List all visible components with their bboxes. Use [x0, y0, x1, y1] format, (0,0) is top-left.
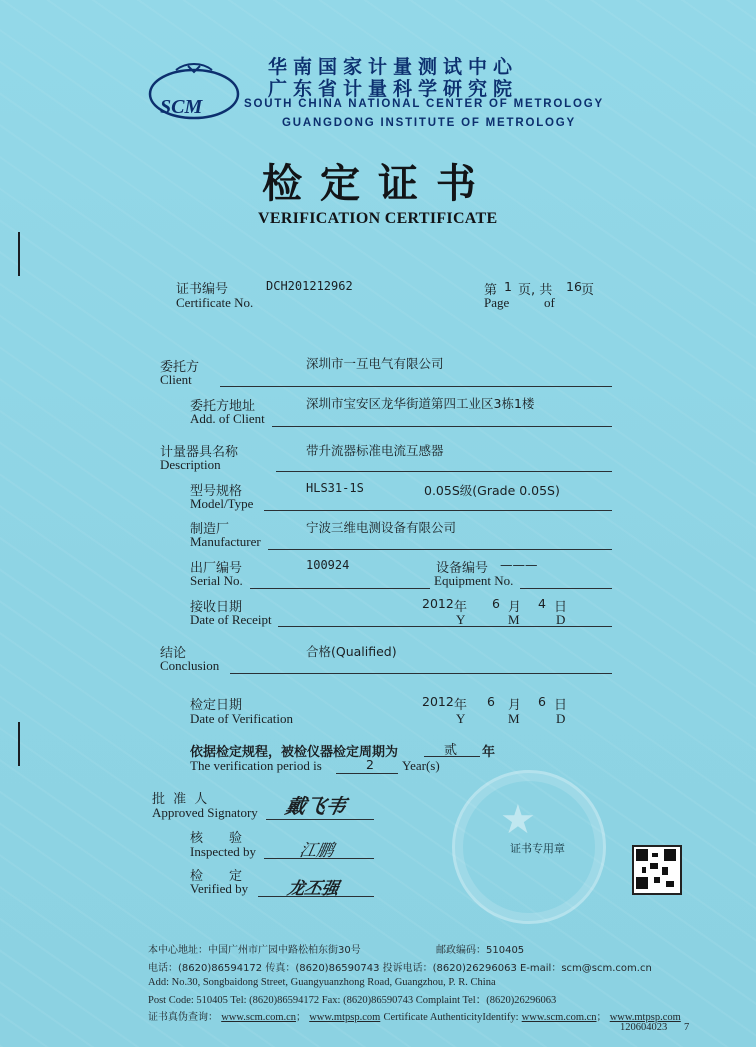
verification-day-unit: 日 [554, 698, 568, 713]
receipt-year: 2012 [422, 596, 454, 611]
receipt-label-en: Date of Receipt [190, 612, 272, 627]
verification-year-unit: 年 [454, 698, 468, 713]
period-text-en: The verification period is [190, 758, 322, 773]
receipt-label-cn: 接收日期 [190, 600, 243, 615]
serial-label-en: Serial No. [190, 573, 243, 588]
certificate-no-value: DCH201212962 [266, 279, 353, 293]
equipment-label-en: Equipment No. [434, 573, 514, 588]
description-label-cn: 计量器具名称 [160, 445, 239, 460]
equipment-underline [520, 588, 612, 589]
period-unit-en: Year(s) [402, 758, 440, 773]
model-label-cn: 型号规格 [190, 484, 243, 499]
receipt-m-en: M [508, 612, 520, 627]
address-value: 深圳市宝安区龙华街道第四工业区3栋1楼 [306, 396, 535, 411]
equipment-label-cn: 设备编号 [436, 561, 489, 576]
certificate-no-label-cn: 证书编号 [176, 282, 229, 297]
verified-signature: 龙丕强 [285, 879, 341, 899]
qr-code[interactable] [632, 845, 682, 895]
of-label-en: of [544, 295, 555, 310]
page-number: 1 [504, 279, 512, 294]
footer-verify-label-cn: 证书真伪查询： [148, 1012, 218, 1023]
inspected-label-cn: 核 验 [190, 831, 243, 846]
org-name-en-1: SOUTH CHINA NATIONAL CENTER OF METROLOGY [244, 98, 604, 110]
client-value: 深圳市一互电气有限公司 [306, 356, 444, 371]
org-name-cn-1: 华南国家计量测试中心 [268, 56, 519, 78]
manufacturer-underline [268, 549, 612, 550]
approved-label-cn: 批 准 人 [152, 792, 210, 807]
receipt-day-unit: 日 [554, 600, 568, 615]
verification-y-en: Y [456, 711, 466, 726]
period-en-underline [336, 773, 398, 774]
receipt-month: 6 [492, 596, 500, 611]
model-label-en: Model/Type [190, 496, 254, 511]
serial-label-cn: 出厂编号 [190, 561, 243, 576]
scm-logo [146, 58, 242, 124]
verified-underline [258, 896, 374, 897]
receipt-y-en: Y [456, 612, 466, 627]
serial-underline [250, 588, 430, 589]
title-en: VERIFICATION CERTIFICATE [258, 210, 498, 227]
page-label-a: 第 [484, 283, 498, 298]
org-name-en-2: GUANGDONG INSTITUTE OF METROLOGY [282, 117, 576, 129]
receipt-d-en: D [556, 612, 566, 627]
approved-label-en: Approved Signatory [152, 805, 258, 820]
verification-month: 6 [487, 694, 495, 709]
footer-verify-label-en: Certificate AuthenticityIdentify: [383, 1012, 519, 1023]
conclusion-value: 合格(Qualified) [306, 644, 397, 659]
page-label-c: 页 [581, 283, 595, 298]
approved-signature: 戴飞韦 [283, 794, 349, 818]
footer-verify-row: 证书真伪查询： www.scm.com.cn； www.mtpsp.com Certificate AuthenticityIdentify: www.scm.com.cn； www.mtpsp.com [148, 1012, 681, 1023]
footer-address-en: Add: No.30, Songbaidong Street, Guangyuanzhong Road, Guangzhou, P. R. China [148, 977, 496, 988]
address-underline [272, 426, 612, 427]
form-code: 120604023 [620, 1022, 668, 1033]
footer-link-mtpsp-2[interactable]: www.mtpsp.com [609, 1012, 681, 1023]
receipt-year-unit: 年 [454, 600, 468, 615]
verification-m-en: M [508, 711, 520, 726]
inspected-label-en: Inspected by [190, 844, 257, 859]
seal-star-icon: ★ [500, 797, 536, 842]
serial-value: 100924 [306, 558, 350, 572]
description-value: 带升流器标准电流互感器 [306, 443, 444, 458]
page-total: 16 [566, 279, 582, 294]
binder-mark-bottom [18, 722, 20, 766]
receipt-underline [278, 626, 612, 627]
footer-postcode-cn: 邮政编码：510405 [436, 945, 525, 956]
client-underline [220, 386, 612, 387]
form-number: 7 [684, 1022, 690, 1033]
period-text-cn: 依据检定规程，被检仪器检定周期为 [190, 745, 399, 760]
client-label-en: Client [160, 372, 192, 387]
footer-address-cn: 本中心地址：中国广州市广园中路松柏东街30号 [148, 945, 361, 956]
seal-text: 证书专用章 [510, 842, 565, 855]
verification-year: 2012 [422, 694, 454, 709]
page-label-en: Page [484, 295, 510, 310]
period-cn-underline [424, 756, 480, 757]
inspected-signature: 江鹏 [297, 841, 336, 861]
description-label-en: Description [160, 457, 221, 472]
manufacturer-label-cn: 制造厂 [190, 522, 230, 537]
footer-link-mtpsp[interactable]: www.mtpsp.com [309, 1012, 381, 1023]
footer-tel-cn: 电话：(8620)86594172 传真：(8620)86590743 投诉电话：(8620)26296063 E-mail：scm@scm.com.cn [148, 963, 652, 974]
conclusion-label-en: Conclusion [160, 658, 220, 673]
period-value-cn: 贰 [444, 743, 458, 758]
verification-month-unit: 月 [508, 698, 522, 713]
model-grade: 0.05S级(Grade 0.05S) [424, 483, 560, 498]
page-label-b: 页, 共 [518, 283, 553, 298]
verified-label-en: Verified by [190, 881, 249, 896]
verification-d-en: D [556, 711, 566, 726]
certificate-no-label-en: Certificate No. [176, 295, 254, 310]
model-value: HLS31-1S [306, 481, 364, 495]
footer-link-scm[interactable]: www.scm.com.cn [221, 1012, 297, 1023]
receipt-month-unit: 月 [508, 600, 522, 615]
verification-date-label-cn: 检定日期 [190, 698, 243, 713]
manufacturer-label-en: Manufacturer [190, 534, 261, 549]
equipment-value: ——— [500, 557, 538, 572]
manufacturer-value: 宁波三维电测设备有限公司 [306, 520, 457, 535]
client-label-cn: 委托方 [160, 360, 200, 375]
description-underline [276, 471, 612, 472]
receipt-day: 4 [538, 596, 546, 611]
binder-mark-top [18, 232, 20, 276]
period-unit-cn: 年 [482, 745, 496, 760]
title-cn: 检定证书 [262, 160, 494, 207]
verification-date-label-en: Date of Verification [190, 711, 293, 726]
inspected-underline [264, 858, 374, 859]
address-label-cn: 委托方地址 [190, 399, 256, 414]
footer-tel-en: Post Code: 510405 Tel: (8620)86594172 Fax: (8620)86590743 Complaint Tel：(8620)26296063 [148, 995, 557, 1006]
model-underline [264, 510, 612, 511]
approved-underline [266, 819, 374, 820]
verification-day: 6 [538, 694, 546, 709]
org-name-cn-2: 广东省计量科学研究院 [268, 78, 519, 100]
logo-text: SCM [160, 96, 203, 118]
footer-link-scm-2[interactable]: www.scm.com.cn [521, 1012, 597, 1023]
period-value-en: 2 [366, 757, 374, 772]
address-label-en: Add. of Client [190, 411, 265, 426]
conclusion-underline [230, 673, 612, 674]
conclusion-label-cn: 结论 [160, 646, 187, 661]
verified-label-cn: 检 定 [190, 869, 243, 884]
